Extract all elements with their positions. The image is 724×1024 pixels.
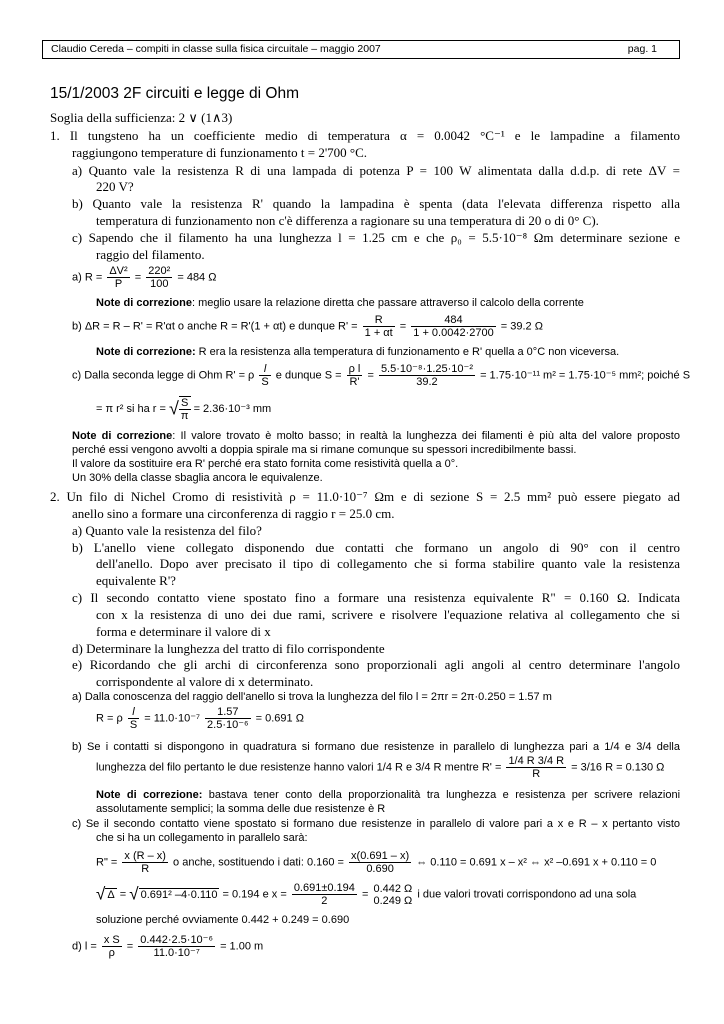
problem-1-line-2: raggiungono temperature di funzionamento t = 2'700 °C. bbox=[72, 145, 368, 160]
page-number: pag. 1 bbox=[627, 43, 657, 55]
solution-2a-line-1: a) Dalla conoscenza del raggio dell'anello si trova la lunghezza del filo l = 2πr = 2π·0.250 = 1.57 m bbox=[72, 691, 552, 703]
problem-1b-line-2: temperatura di funzionamento non c'è differenza a ragionare su una temperatura di 20 o di 0° C). bbox=[96, 213, 599, 228]
solution-2c-conclusion: soluzione perché ovviamente 0.442 + 0.249 = 0.690 bbox=[96, 914, 350, 926]
note-2b-line-1: Note di correzione: bastava tener conto della proporzionalità tra lunghezza e resistenza per scrivere relazioni bbox=[96, 789, 681, 801]
problem-1a-line-1: a) Quanto vale la resistenza R di una lampada di potenza P = 100 W alimentata dalla d.d.p. di rete ΔV = bbox=[72, 163, 680, 178]
problem-2b-line-3: equivalente R'? bbox=[96, 573, 176, 588]
square-root: √ $\frac{S}{\pi}$ bbox=[169, 397, 189, 422]
note-1c-line-3: Il valore da sostituire era R' perché era stato fornita come resistività quella a 0°. bbox=[72, 458, 459, 470]
fraction: $\frac{R}{1 + \alpha t}$ bbox=[364, 314, 393, 339]
problem-2-line-1: 2. Un filo di Nichel Cromo di resistività ρ = 11.0·10⁻⁷ Ωm e di sezione S = 2.5 mm² può essere piegato ad bbox=[50, 489, 680, 504]
problem-2a: a) Quanto vale la resistenza del filo? bbox=[72, 523, 262, 538]
solution-2a-line-2: R = ρ $\frac{l}{S}$ = 11.0·10⁻⁷ $\frac{1.57}{\text{2.5·10⁻⁶}}$ = 0.691 Ω bbox=[96, 706, 304, 731]
page-header bbox=[42, 40, 680, 59]
fraction: $\frac{l}{S}$ bbox=[261, 363, 269, 388]
fraction: $\frac{1/4 R 3/4 R}{R}$ bbox=[508, 755, 565, 780]
root-values: 0.442 Ω 0.249 Ω bbox=[373, 882, 413, 907]
problem-1b-line-1: b) Quanto vale la resistenza R' quando la lampadina è spenta (data l'elevata differenza rispetto alla bbox=[72, 196, 680, 211]
solution-1c: c) Dalla seconda legge di Ohm R' = ρ $\frac{l}{S}$ e dunque S = $\frac{\text{ρ l}}{R'}$ = $\frac{\text{5.5·10⁻⁸·1.25·10⁻²}}{39.2}$ = 1.75·10⁻¹¹ m² = 1.75·10⁻⁵ mm²; poiché S bbox=[72, 363, 691, 388]
solution-2b-line-2: lunghezza del filo pertanto le due resistenze hanno valori 1/4 R e 3/4 R mentre R' = $\frac{1/4 R 3/4 R}{R}$ = 3/16 R = 0.130 Ω bbox=[96, 755, 665, 780]
solution-1a: a) R = $\frac{\text{ΔV²}}{P}$ = $\frac{\text{220²}}{100}$ = 484 Ω bbox=[72, 265, 217, 290]
problem-1c-line-2: raggio del filamento. bbox=[96, 247, 205, 262]
header-left: Claudio Cereda – compiti in classe sulla fisica circuitale – maggio 2007 bbox=[51, 43, 381, 55]
problem-1a-line-2: 220 V? bbox=[96, 179, 134, 194]
problem-2-line-2: anello sino a formare una circonferenza di raggio r = 25.0 cm. bbox=[72, 506, 395, 521]
fraction: $\frac{\text{220²}}{100}$ bbox=[148, 265, 171, 290]
fraction: $\frac{1.57}{\text{2.5·10⁻⁶}}$ bbox=[207, 706, 249, 731]
note-1c-line-4: Un 30% della classe sbaglia ancora le equivalenze. bbox=[72, 472, 323, 484]
solution-2c-line-1: c) Se il secondo contatto viene spostato si formano due resistenze in parallelo di valore pari a x e R – x pertanto visto bbox=[72, 818, 680, 830]
fraction: $\frac{x(0.691 - x)}{0.690}$ bbox=[351, 850, 410, 875]
fraction: $\frac{\text{0.442·2.5·10⁻⁶}}{\text{11.0·10⁻⁷}}$ bbox=[140, 934, 214, 959]
note-1a: Note di correzione: meglio usare la relazione diretta che passare attraverso il calcolo della corrente bbox=[96, 297, 584, 309]
problem-2c-line-1: c) Il secondo contatto viene spostato fino a formare una resistenza equivalente R" = 0.160 Ω. Indicata bbox=[72, 590, 680, 605]
fraction: $\frac{0.691\pm 0.194}{2}$ bbox=[293, 882, 355, 907]
fraction: $\frac{\text{ΔV²}}{P}$ bbox=[109, 265, 128, 290]
page-title: 15/1/2003 2F circuiti e legge di Ohm bbox=[50, 85, 299, 102]
problem-2e-line-2: corrispondente al valore di x determinato. bbox=[96, 674, 314, 689]
fraction: $\frac{\text{ρ l}}{R'}$ bbox=[348, 363, 361, 388]
fraction: $\frac{\text{x S}}{\rho}$ bbox=[103, 934, 120, 959]
problem-2c-line-2: con x la resistenza di uno dei due rami, scrivere e risolvere l'equazione relativa al collegamento che si bbox=[96, 607, 680, 622]
fraction: $\frac{x (R - x)}{R}$ bbox=[124, 850, 166, 875]
problem-2c-line-3: forma e determinare il valore di x bbox=[96, 624, 271, 639]
fraction: $\frac{l}{S}$ bbox=[129, 706, 138, 731]
soglia-line: Soglia della sufficienza: 2 ∨ (1∧3) bbox=[50, 110, 233, 125]
solution-2c-equation: R" = $\frac{x (R - x)}{R}$ o anche, sostituendo i dati: 0.160 = $\frac{x(0.691 - x)}{0.690}$ ⇔ 0.110 = 0.691 x – x² ⇔ x² –0.691 x + 0.110 = 0 bbox=[96, 850, 657, 875]
note-1c-line-2: perché essi vengono avvolti a doppia spirale ma si rimane comunque su spessori incredibilmente bassi. bbox=[72, 444, 577, 456]
fraction: $\frac{484}{1 + 0.0042\cdot 2700}$ bbox=[413, 314, 494, 339]
note-2b-line-2: assolutamente semplici; la somma delle due resistenze è R bbox=[96, 803, 386, 815]
problem-2e-line-1: e) Ricordando che gli archi di circonferenza sono proporzionali agli angoli al centro determinare l'angolo bbox=[72, 657, 680, 672]
note-1b: Note di correzione: R era la resistenza alla temperatura di funzionamento e R' quella a 0°C non viceversa. bbox=[96, 346, 620, 358]
solution-2d: d) l = $\frac{\text{x S}}{\rho}$ = $\frac{\text{0.442·2.5·10⁻⁶}}{\text{11.0·10⁻⁷}}$ = 1.00 m bbox=[72, 934, 264, 959]
problem-2d: d) Determinare la lunghezza del tratto di filo corrispondente bbox=[72, 641, 385, 656]
note-1c-line-1: Note di correzione: Il valore trovato è molto basso; in realtà la lunghezza dei filamenti è più alta del valore proposto bbox=[72, 430, 680, 442]
fraction: $\frac{\text{5.5·10⁻⁸·1.25·10⁻²}}{39.2}$ bbox=[380, 363, 474, 388]
solution-2b-line-1: b) Se i contatti si dispongono in quadratura si formano due resistenze in parallelo di lunghezza pari a 1/4 e 3/4 della bbox=[72, 741, 680, 753]
solution-1b: b) ΔR = R – R' = R'αt o anche R = R'(1 + αt) e dunque R' = $\frac{R}{1 + \alpha t}$ = $\frac{484}{1 + 0.0042\cdot 2700}$ = 39.2 Ω bbox=[72, 314, 543, 339]
problem-1-line-1: 1. Il tungsteno ha un coefficiente medio di temperatura α = 0.0042 °C⁻¹ e le lampadine a filamento bbox=[50, 128, 680, 143]
solution-2c-line-2: che si ha un collegamento in parallelo sarà: bbox=[96, 832, 308, 844]
solution-1c-radius: = π r² si ha r = √ $\frac{S}{\pi}$ = 2.36·10⁻³ mm bbox=[96, 397, 272, 422]
problem-2b-line-2: dell'anello. Dopo aver precisato il tipo di collegamento che si forma stabilire quanto vale la resistenza bbox=[96, 556, 680, 571]
problem-1c-line-1: c) Sapendo che il filamento ha una lunghezza l = 1.25 cm e che ρ₀ = 5.5·10⁻⁸ Ωm determinare sezione e bbox=[72, 230, 680, 245]
solution-2c-roots: √ Δ = √ 0.691² –4·0.110 = 0.194 e x = $\frac{0.691\pm 0.194}{2}$ = 0.442 Ω 0.249 Ω i due valori trovati corrispondono ad una sola bbox=[96, 882, 637, 907]
problem-2b-line-1: b) L'anello viene collegato disponendo due contatti che formano un angolo di 90° con il centro bbox=[72, 540, 680, 555]
